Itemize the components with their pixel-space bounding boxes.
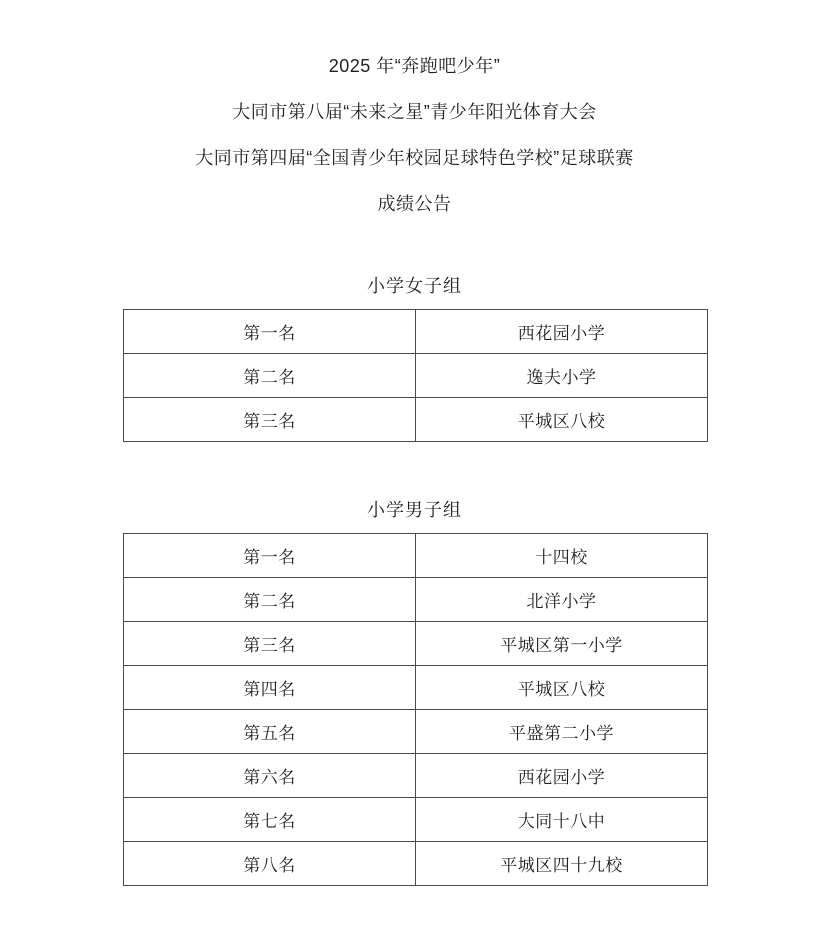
table-row — [124, 842, 708, 886]
title-line-sports-meeting: 大同市第八届“未来之星”青少年阳光体育大会 — [232, 102, 597, 122]
section-primary-boys — [0, 498, 829, 886]
table-row — [124, 354, 708, 398]
section-heading-primary-boys: 小学男子组 — [367, 500, 462, 520]
rank-cell: 第三名 — [124, 398, 416, 442]
rank-cell: 第二名 — [124, 578, 416, 622]
section-primary-girls — [0, 274, 829, 442]
rank-cell: 第八名 — [124, 842, 416, 886]
school-cell: 平城区八校 — [416, 398, 708, 442]
title-line-football-league: 大同市第四届“全国青少年校园足球特色学校”足球联赛 — [195, 148, 634, 168]
table-row — [124, 666, 708, 710]
rank-cell: 第七名 — [124, 798, 416, 842]
table-row — [124, 534, 708, 578]
table-row — [124, 798, 708, 842]
results-table-primary-boys — [123, 533, 708, 886]
school-cell: 北洋小学 — [416, 578, 708, 622]
rank-cell: 第一名 — [124, 310, 416, 354]
section-heading-primary-girls: 小学女子组 — [367, 276, 462, 296]
school-cell: 平城区第一小学 — [416, 622, 708, 666]
document-title-block — [0, 43, 829, 227]
rank-cell: 第二名 — [124, 354, 416, 398]
school-cell: 平盛第二小学 — [416, 710, 708, 754]
title-line-results-announcement: 成绩公告 — [377, 194, 452, 214]
rank-cell: 第六名 — [124, 754, 416, 798]
title-line-year-event: 2025 年“奔跑吧少年” — [328, 56, 501, 76]
school-cell: 西花园小学 — [416, 310, 708, 354]
school-cell: 逸夫小学 — [416, 354, 708, 398]
school-cell: 十四校 — [416, 534, 708, 578]
rank-cell: 第四名 — [124, 666, 416, 710]
table-row — [124, 398, 708, 442]
school-cell: 西花园小学 — [416, 754, 708, 798]
table-row — [124, 578, 708, 622]
results-table-primary-girls — [123, 309, 708, 442]
rank-cell: 第五名 — [124, 710, 416, 754]
school-cell: 平城区八校 — [416, 666, 708, 710]
table-row — [124, 710, 708, 754]
rank-cell: 第一名 — [124, 534, 416, 578]
school-cell: 大同十八中 — [416, 798, 708, 842]
school-cell: 平城区四十九校 — [416, 842, 708, 886]
table-row — [124, 754, 708, 798]
table-row — [124, 310, 708, 354]
table-row — [124, 622, 708, 666]
rank-cell: 第三名 — [124, 622, 416, 666]
